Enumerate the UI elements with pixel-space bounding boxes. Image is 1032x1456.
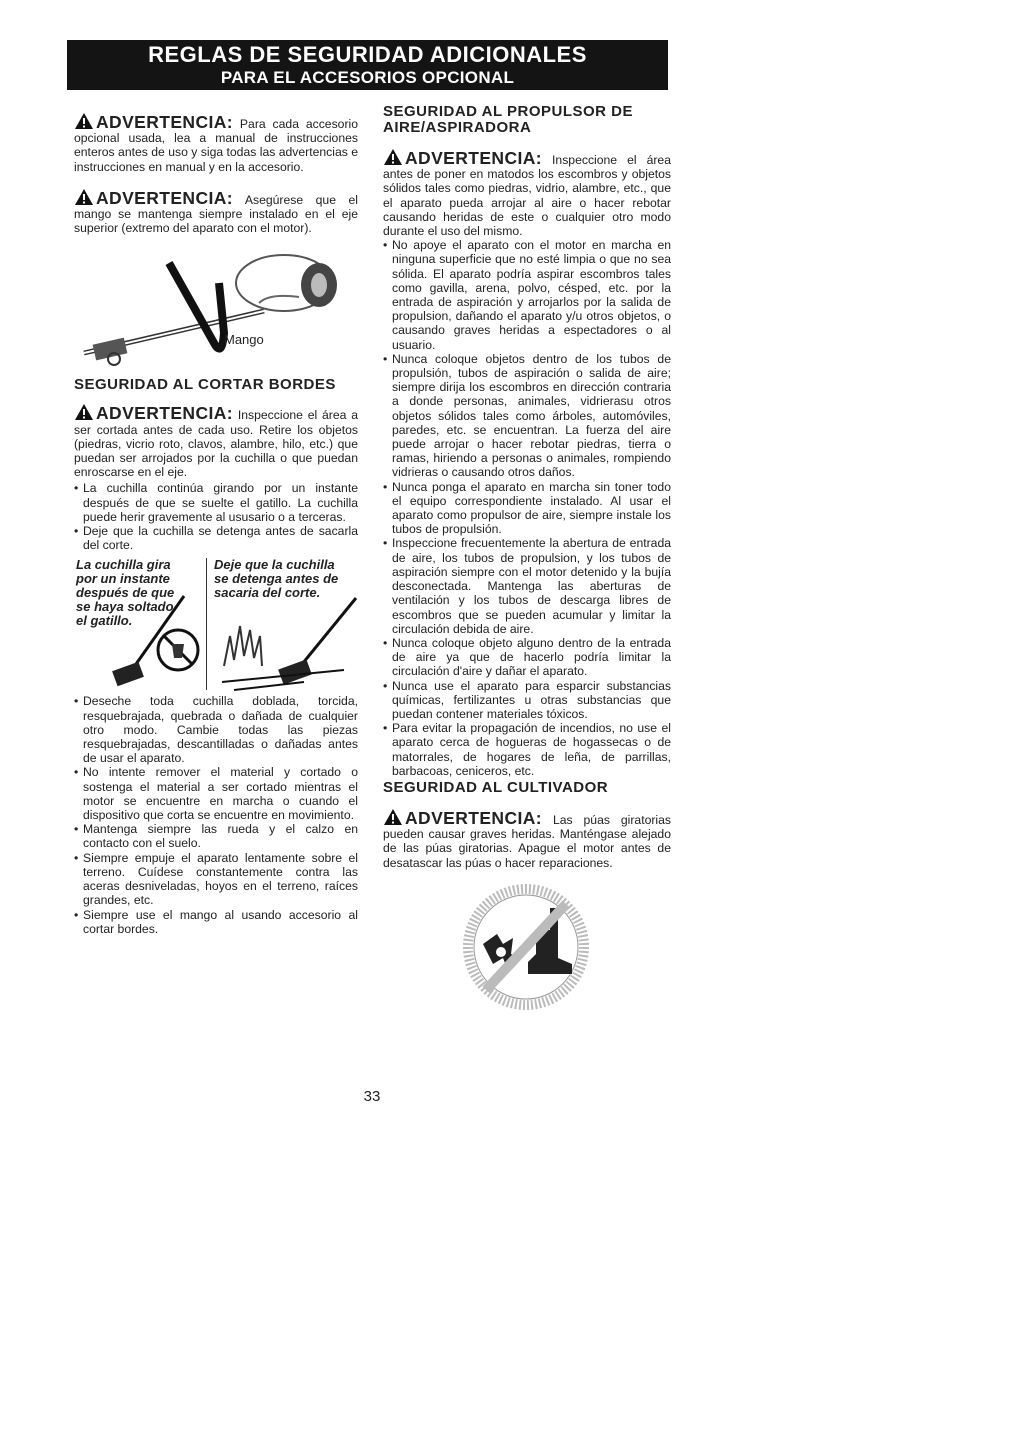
page-number: 33 [363, 1088, 381, 1105]
list-item: • Nunca use el aparato para esparcir substancias químicas, fertilizantes u otras substancias que puedan contener materiales tóxicos. [383, 679, 671, 722]
list-item: • Mantenga siempre las rueda y el calzo en contacto con el suelo. [74, 822, 358, 850]
handle-callout-label: Mango [224, 332, 264, 348]
list-item: • Deje que la cuchilla se detenga antes de sacarla del corte. [74, 524, 358, 552]
warning-edging [74, 403, 358, 479]
list-item: • Nunca coloque objeto alguno dentro de la entrada de aire ya que de hacerlo podría limitar la circulación d'aire y dañar el aparato. [383, 636, 671, 679]
blade-figure [74, 556, 358, 694]
warning-accessory [74, 112, 358, 174]
list-item: • No intente remover el material y cortado o sostenga el material a ser cortado mientras el motor se encuentre en marcha o cuando el dispositivo que corta se encuentre en movimiento. [74, 765, 358, 822]
list-item: • Inspeccione frecuentemente la abertura de entrada de aire, los tubos de propulsion, y los tubos de aspiración siempre con el motor detenido y la bujía desconectada. Mantenga las aberturas de ventilación y los tubos de descarga libres de escombros que se pueden acumular y limitar la circulación debida de aire. [383, 536, 671, 635]
list-item: • Nunca ponga el aparato en marcha sin toner todo el equipo correspondiente instalado. Al usar el aparato como propulsor de aire, siempre instale los tubos de propulsión. [383, 480, 671, 537]
warning-handle [74, 188, 358, 236]
edging-bullet-list-b [74, 694, 358, 935]
blade-caption-right: Deje que la cuchilla se detenga antes de sacaria del corte. [214, 557, 339, 601]
blower-bullet-list [383, 238, 671, 778]
prohibition-icon [461, 882, 591, 1012]
warning-label: ADVERTENCIA: [96, 112, 234, 132]
list-item: • No apoye el aparato con el motor en marcha en ninguna superficie que no esté limpia o que no sea sólida. El aparato podría aspirar escombros tales como gavilla, arena, polvo, césped, etc. por la entrada de aspiración y arrojarlos por la salida de propulsion, dañando el aparato y/u otros objetos, o causando graves heridas a espectadores o al usuario. [383, 238, 671, 352]
list-item: • Nunca coloque objetos dentro de los tubos de propulsión, tubos de aspiración o salida de aire; siempre dirija los escombros en dirección contraria a donde personas, animales, vidrierasu otros objetos sólidos tales como árboles, automóviles, paredes, etc. se encuentran. La fuerza del aire puede arrojar o hacer rebotar piedras, tierra o ramas, hiriendo a personas o animales, rompiendo vidrieras o causando otros daños. [383, 352, 671, 480]
warning-text: Inspeccione el área antes de poner en matodos los escombros y objetos sólidos tales como piedras, vidrio, alambre, etc., que el aparato pueda arrojar al aire o hacer rebotar causando heridas de este o cualquier otro modo durante el uso del mismo. [383, 153, 671, 239]
list-item: • Deseche toda cuchilla doblada, torcida, resquebrajada, quebrada o dañada de cualquier otro modo. Cambie todas las piezas resquebrajadas, descantilladas o dañadas antes de usar el aparato. [74, 694, 358, 765]
warning-label: ADVERTENCIA: [405, 148, 543, 168]
blade-caption-left: La cuchilla gira por un instante después de que se haya soltado el gatillo. [76, 557, 175, 629]
section-title-cultivator: SEGURIDAD AL CULTIVADOR [383, 778, 609, 796]
warning-text: Para cada accesorio opcional usada, lea a manual de instrucciones enteros antes de uso y siga todas las advertencias e instrucciones en manual y en la accesorio. [74, 117, 359, 174]
blade-illustration [74, 556, 358, 694]
page-subtitle: PARA EL ACCESORIOS OPCIONAL [220, 68, 515, 87]
warning-icon [74, 403, 94, 421]
warning-label: ADVERTENCIA: [405, 807, 543, 828]
page-title: REGLAS DE SEGURIDAD ADICIONALES [148, 42, 587, 67]
warning-text: Inspeccione el área a ser cortada antes de cada uso. Retire los objetos (piedras, vicrio roto, clavos, alambre, hilo, etc.) que puedan ser arrojados por la cuchilla o que puedan enroscarse en el eje. [74, 408, 359, 480]
warning-icon [74, 112, 94, 130]
left-column [74, 112, 358, 936]
warning-text: Asegúrese que el mango se mantenga siempre instalado en el eje superior (extremo del aparato con el motor). [74, 192, 358, 236]
header-banner [67, 40, 668, 90]
warning-cultivator [383, 808, 671, 870]
list-item: • La cuchilla continúa girando por un instante después de que se suelte el gatillo. La cuchilla puede herir gravemente al ususario o a terceras. [74, 481, 358, 524]
list-item: • Siempre empuje el aparato lentamente sobre el terreno. Cuídese constantemente contra las aceras desniveladas, hoyos en el terreno, raíces grandes, etc. [74, 851, 358, 908]
trimmer-illustration [74, 243, 358, 371]
section-title-blower: SEGURIDAD AL PROPULSOR DE AIRE/ASPIRADORA [383, 103, 634, 136]
warning-icon [383, 148, 403, 166]
trimmer-handle-figure [74, 243, 358, 371]
warning-blower [383, 148, 671, 238]
right-column [383, 104, 671, 1012]
section-title-edging: SEGURIDAD AL CORTAR BORDES [74, 376, 336, 394]
warning-label: ADVERTENCIA: [96, 187, 234, 208]
list-item: • Para evitar la propagación de incendios, no use el aparato cerca de hogueras de hogassecas o de matorrales, de hogares de leña, de parrillas, barbacoas, ceniceros, etc. [383, 721, 671, 778]
warning-icon [74, 188, 94, 206]
warning-icon [383, 808, 403, 826]
list-item: • Siempre use el mango al usando accesorio al cortar bordes. [74, 908, 358, 936]
edging-bullet-list-a [74, 481, 358, 552]
warning-label: ADVERTENCIA: [96, 403, 234, 424]
cultivator-prohibition-figure [461, 882, 671, 1012]
warning-text: Las púas giratorias pueden causar graves heridas. Manténgase alejado de las púas giratorias. Apague el motor antes de desatascar las púas o hacer reparaciones. [383, 812, 671, 870]
